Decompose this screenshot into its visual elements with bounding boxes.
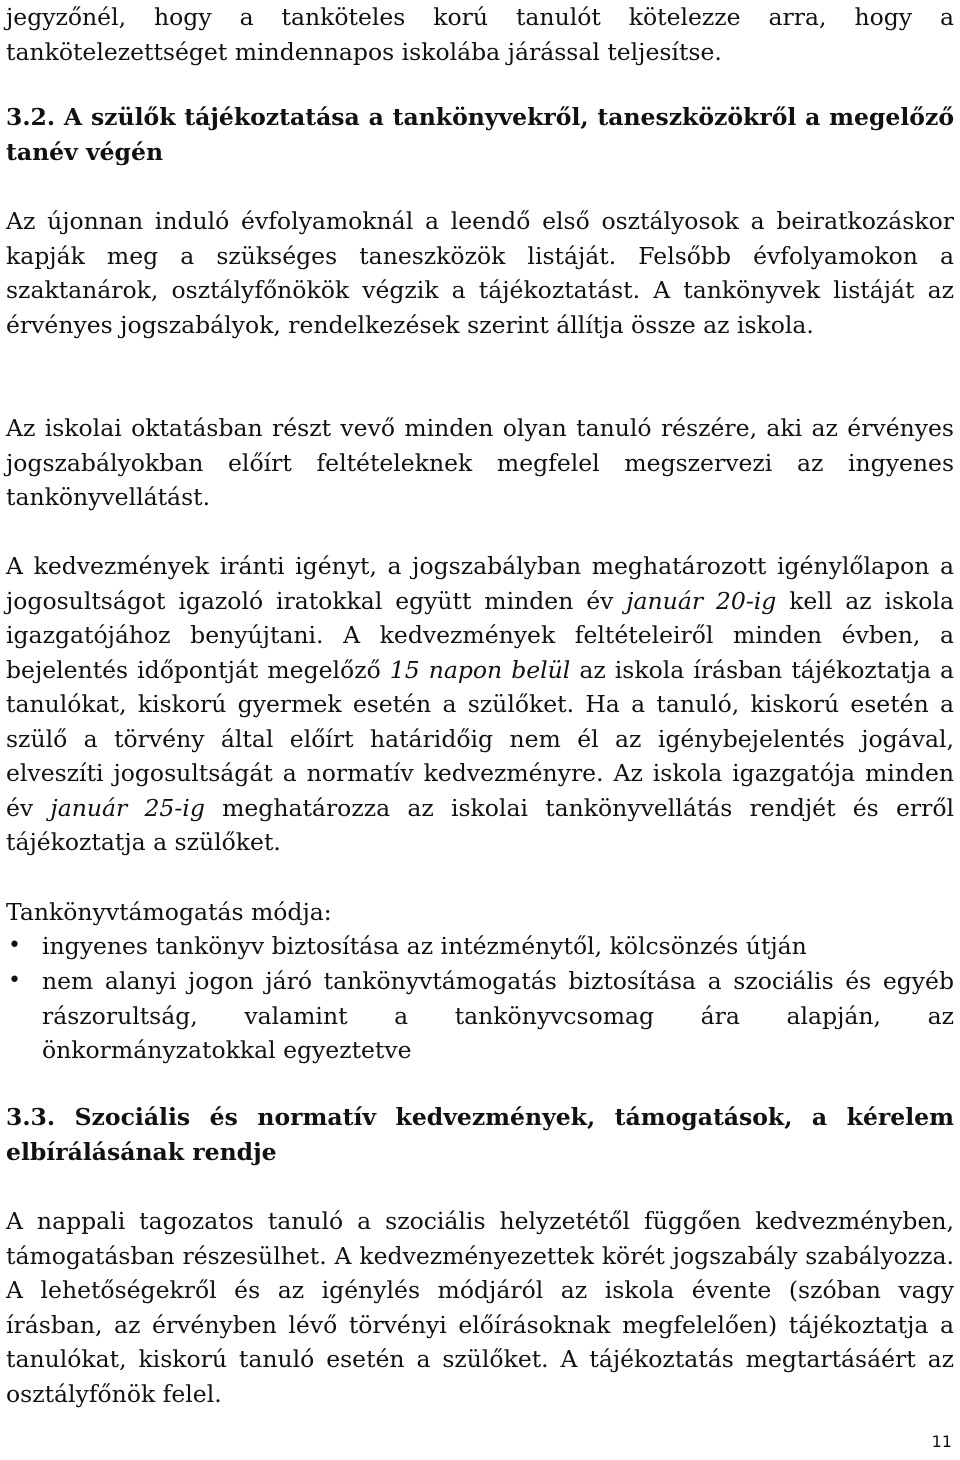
- paragraph-taneszkozok: Az újonnan induló évfolyamoknál a leendő első osztályosok a beiratkozáskor kapják meg a szükséges taneszközök listáját. Felsőbb évfolyamokon a szaktanárok, osztályfőnökök végzik a tájékoztatást. A tankönyvek listáját az érvényes jogszabályok, rendelkezések szerint állítja össze az iskola.: [6, 207, 954, 339]
- deadline-text: január 20-ig: [626, 586, 777, 615]
- support-label: Tankönyvtámogatás módja:: [6, 898, 332, 926]
- bullet-icon: •: [8, 968, 21, 993]
- page-number: 11: [931, 1432, 952, 1451]
- text-segment: az iskola írásban tájékoztatja a tanulókat, kiskorú gyermek esetén a szülőket. Ha a tanuló, kiskorú esetén a szülő a törvény által előírt határidőig nem él az igénybejelentés jogával, elveszíti jogosultságát a normatív kedvezményre. Az iskola igazgatója minden év: [6, 655, 954, 822]
- section-3-2-heading: 3.2. A szülők tájékoztatása a tankönyvekről, taneszközökről a megelőző tanév végén: [6, 103, 954, 166]
- text-segment: kell az iskola igazgatójához benyújtani. A kedvezmények feltételeiről minden évben, a bejelentés időpontját megelőző: [6, 586, 954, 684]
- paragraph-ingyenes-tankonyv: Az iskolai oktatásban részt vevő minden olyan tanuló részére, aki az érvényes jogszabályokban előírt feltételeknek megfelel megszervezi az ingyenes tankönyvellátást.: [6, 414, 954, 511]
- list-item: nem alanyi jogon járó tankönyvtámogatás biztosítása a szociális és egyéb rászorultság, valamint a tankönyvcsomag ára alapján, az önkormányzatokkal egyeztetve: [42, 967, 954, 1064]
- paragraph-kedvezmenyek: [6, 549, 954, 860]
- intro-paragraph: jegyzőnél, hogy a tanköteles korú tanulót kötelezze arra, hogy a tankötelezettséget mindennapos iskolába járással teljesítse.: [6, 3, 954, 66]
- list-item: ingyenes tankönyv biztosítása az intézménytől, kölcsönzés útján: [42, 932, 807, 960]
- deadline-text: 15 napon belül: [389, 655, 571, 684]
- deadline-text: január 25-ig: [50, 793, 205, 822]
- section-3-3-heading: 3.3. Szociális és normatív kedvezmények, támogatások, a kérelem elbírálásának rendje: [6, 1103, 954, 1166]
- paragraph-szocialis-kedvezmeny: A nappali tagozatos tanuló a szociális helyzetétől függően kedvezményben, támogatásban részesülhet. A kedvezményezettek körét jogszabály szabályozza. A lehetőségekről és az igénylés módjáról az iskola évente (szóban vagy írásban, az érvényben lévő törvényi előírásoknak megfelelően) tájékoztatja a tanulókat, kiskorú tanuló esetén a szülőket. A tájékoztatás megtartásáért az osztályfőnök felel.: [6, 1207, 954, 1408]
- bullet-icon: •: [8, 933, 21, 958]
- text-segment: meghatározza az iskolai tankönyvellátás rendjét és erről tájékoztatja a szülőket.: [6, 793, 954, 856]
- text-segment: A kedvezmények iránti igényt, a jogszabályban meghatározott igénylőlapon a jogosultságot igazoló iratokkal együtt minden év: [6, 552, 954, 615]
